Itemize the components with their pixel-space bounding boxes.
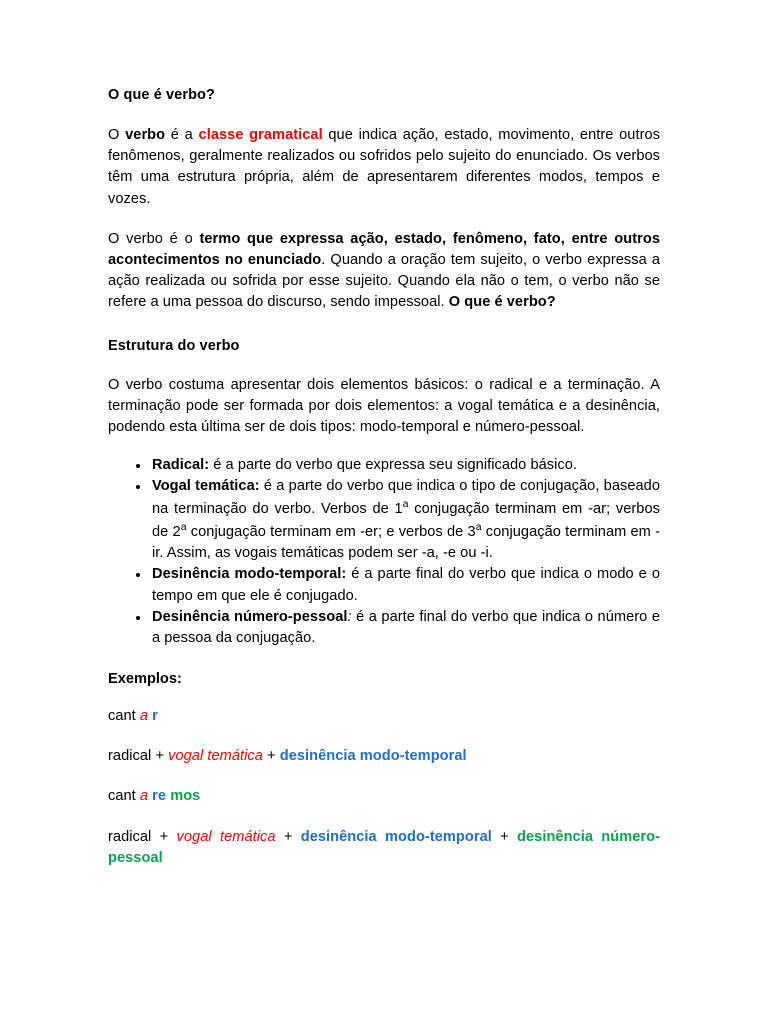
bullet-dot-icon xyxy=(136,616,140,620)
example-segment: modo-temporal xyxy=(384,828,492,845)
example-segment: vogal temática xyxy=(168,748,263,765)
example-cantaremos-breakdown xyxy=(108,827,660,869)
list-item-text: é a parte final do verbo que indica o número e a pessoa da conjugação. xyxy=(152,608,660,646)
list-item-text-d: conjugação terminam em -ir. Assim, as vogais temáticas podem ser -a, -e ou -i. xyxy=(152,524,660,562)
paragraph-definition xyxy=(108,125,660,210)
example-segment: re xyxy=(152,788,167,805)
example-segment: + xyxy=(151,748,169,765)
example-segment: desinência modo-temporal xyxy=(279,748,467,765)
example-cantar-word xyxy=(108,706,660,727)
bullet-dot-icon xyxy=(136,485,140,489)
list-item-text: é a parte final do verbo que indica o modo e o tempo em que ele é conjugado. xyxy=(152,566,660,604)
example-segment xyxy=(212,829,220,845)
example-segment: a xyxy=(139,788,149,805)
example-cantaremos-word xyxy=(108,786,660,807)
example-segment: + xyxy=(262,748,280,765)
example-segment: cant xyxy=(108,708,140,725)
para1-highlight-classe-gramatical: classe gramatical xyxy=(198,127,323,144)
example-segment: desinência número-pessoal xyxy=(108,828,661,866)
para1-text-part3: que indica ação, estado, movimento, entre outros fenômenos, geralmente realizados ou sofridos pelo sujeito do enunciado. Os verbos têm uma estrutura própria, além de apresentarem diferentes modos, tempos e vozes. xyxy=(108,127,660,207)
example-segment: + xyxy=(151,828,177,845)
list-item-term: Desinência número-pessoal xyxy=(152,608,348,625)
paragraph-termo xyxy=(108,229,660,314)
list-item-term: Radical: xyxy=(152,456,210,473)
example-segment: + xyxy=(275,828,301,845)
example-segment: r xyxy=(152,708,158,725)
example-segment xyxy=(377,829,385,845)
list-item-text: é a parte do verbo que expressa seu significado básico. xyxy=(209,456,578,473)
section-title-exemplos: Exemplos: xyxy=(108,671,182,688)
para2-bold-termo: termo que expressa ação, estado, fenômeno, fato, entre outros acontecimentos no enunciado xyxy=(108,230,660,268)
list-item-desinencia-modo-temporal xyxy=(108,564,660,606)
list-item-vogal-tematica xyxy=(108,476,660,564)
list-item-radical xyxy=(108,455,660,476)
para1-text-part1: O xyxy=(108,127,126,144)
ordinal-superscript-3: a xyxy=(475,521,482,534)
para2-text-part1: O verbo é o xyxy=(108,230,200,247)
ordinal-superscript-2: a xyxy=(180,521,187,534)
example-segment: + xyxy=(491,828,518,845)
bullet-dot-icon xyxy=(136,573,140,577)
page-title: O que é verbo? xyxy=(108,87,215,103)
example-segment: mos xyxy=(170,788,201,805)
section-title-estrutura: Estrutura do verbo xyxy=(108,338,240,355)
list-item-term-colon: : xyxy=(347,608,352,625)
example-segment: cant xyxy=(108,788,140,805)
para2-text-part2: . Quando a oração tem sujeito, o verbo expressa a ação realizada ou sofrida por esse sujeito. Quando ela não o tem, o verbo não se refere a uma pessoa do discurso, sendo impessoal. xyxy=(108,251,660,311)
para1-text-part2: é a xyxy=(165,127,199,144)
list-item-text-c: conjugação terminam em -er; e verbos de 3 xyxy=(186,524,476,541)
para1-bold-verbo: verbo xyxy=(125,127,166,144)
bullet-dot-icon xyxy=(136,464,140,468)
example-segment: radical xyxy=(108,748,152,765)
ordinal-superscript-1: a xyxy=(402,498,409,511)
para2-bold-question: O que é verbo? xyxy=(448,294,556,311)
example-segment: a xyxy=(139,708,149,725)
verb-elements-list xyxy=(108,455,660,649)
list-item-text-b: conjugação terminam em -ar; verbos de 2 xyxy=(152,501,660,541)
list-item-desinencia-numero-pessoal xyxy=(108,607,660,649)
example-segment: desinência xyxy=(300,828,377,845)
example-segment: radical xyxy=(108,828,152,845)
list-item-term: Desinência modo-temporal: xyxy=(152,566,347,583)
example-segment: temática xyxy=(219,828,276,845)
example-cantar-breakdown xyxy=(108,746,660,767)
document-content xyxy=(108,86,660,869)
list-item-term: Vogal temática: xyxy=(152,478,260,495)
example-segment: vogal xyxy=(176,828,212,845)
list-item-text-a: é a parte do verbo que indica o tipo de conjugação, baseado na terminação do verbo. Verbos de 1 xyxy=(152,478,661,518)
paragraph-estrutura: O verbo costuma apresentar dois elementos básicos: o radical e a terminação. A terminação pode ser formada por dois elementos: a vogal temática e a desinência, podendo esta última ser de dois tipos: modo-temporal e número-pessoal. xyxy=(108,376,660,435)
